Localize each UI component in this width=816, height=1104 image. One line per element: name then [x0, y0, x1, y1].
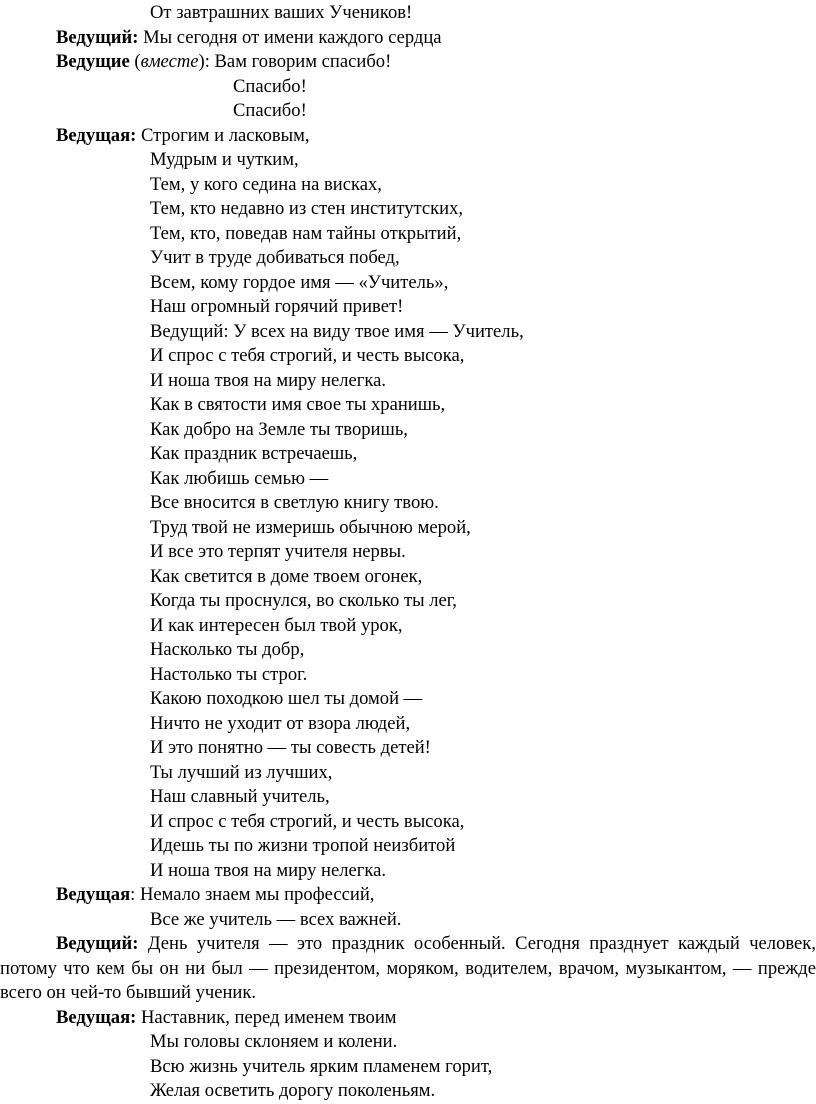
verse-line: Всю жизнь учитель ярким пламенем горит, — [150, 1055, 493, 1077]
speaker-name: Ведущий: — [56, 26, 139, 48]
verse-line: Ты лучший из лучших, — [150, 761, 333, 783]
verse-line: Настолько ты строг. — [150, 663, 308, 685]
speaker-text: Мы сегодня от имени каждого сердца — [138, 26, 442, 48]
speaker-name: Ведущая: — [56, 124, 137, 146]
verse-line: Тем, кто, поведав нам тайны открытий, — [150, 222, 462, 244]
speaker-name: Ведущая: — [56, 1006, 137, 1028]
speaker-line — [0, 124, 816, 149]
speaker-text: : Немало знаем мы профессий, — [130, 884, 375, 905]
verse-line: Все же учитель — всех важней. — [150, 908, 402, 930]
verse-line: Насколько ты добр, — [150, 639, 305, 660]
verse-line: И это понятно — ты совесть детей! — [150, 737, 431, 758]
speaker-line — [0, 26, 816, 51]
verse-line: Когда ты проснулся, во сколько ты лег, — [150, 590, 457, 611]
verse-line: Как в святости имя свое ты хранишь, — [150, 394, 446, 415]
verse-line: Наш огромный горячий привет! — [150, 296, 404, 317]
verse-line: От завтрашних ваших Учеников! — [150, 2, 413, 23]
speaker-name: Ведущие — [56, 51, 130, 72]
verse-line: Всем, кому гордое имя — «Учитель», — [150, 271, 449, 293]
verse-line: Спасибо! — [233, 100, 307, 121]
speaker-line — [0, 1006, 816, 1031]
verse-line: Тем, кто недавно из стен институтских, — [150, 198, 464, 219]
stage-direction: вместе — [140, 51, 199, 72]
verse-line: Ведущий: У всех на виду твое имя — Учитель, — [150, 320, 524, 342]
verse-line: Учит в труде добиваться побед, — [150, 247, 400, 268]
verse-line: Все вносится в светлую книгу твою. — [150, 492, 439, 513]
verse-line: Мы головы склоняем и колени. — [150, 1031, 398, 1052]
verse-line: И как интересен был твой урок, — [150, 614, 403, 636]
verse-line: Желая осветить дорогу поколеньям. — [150, 1080, 436, 1101]
verse-line: Мудрым и чутким, — [150, 149, 299, 170]
speaker-line — [0, 883, 816, 908]
verse-line: И спрос с тебя строгий, и честь высока, — [150, 810, 465, 832]
verse-line: И спрос с тебя строгий, и честь высока, — [150, 345, 465, 366]
prose-paragraph — [0, 932, 816, 1006]
verse-line: И ноша твоя на миру нелегка. — [150, 369, 387, 391]
paragraph-text: День учителя — это праздник особенный. Сегодня празднует каждый человек, потому что кем бы он ни был — президентом, моряком, водителем, врачом, музыкантом, — прежде всего он чей-то бывший ученик. — [0, 933, 816, 1003]
speaker-name: Ведущая — [56, 884, 131, 905]
speaker-line: Ведущие (вместе): Вам говорим спасибо! — [56, 51, 392, 72]
speaker-text: Наставник, перед именем твоим — [136, 1006, 397, 1028]
verse-line: Ничто не уходит от взора людей, — [150, 712, 411, 734]
verse-line: Как праздник встречаешь, — [150, 443, 358, 464]
speaker-text: Строгим и ласковым, — [136, 124, 310, 146]
verse-line: И ноша твоя на миру нелегка. — [150, 859, 387, 881]
verse-line: Идешь ты по жизни тропой неизбитой — [150, 835, 456, 856]
verse-line: Тем, у кого седина на висках, — [150, 173, 382, 195]
verse-line: Труд твой не измеришь обычною мерой, — [150, 516, 471, 538]
verse-line: Как любишь семью — — [150, 467, 329, 489]
verse-line: Наш славный учитель, — [150, 786, 330, 807]
verse-line: И все это терпят учителя нервы. — [150, 541, 406, 562]
speaker-text: : Вам говорим спасибо! — [204, 51, 392, 72]
verse-line: Как добро на Земле ты творишь, — [150, 418, 408, 440]
verse-line: Как светится в доме твоем огонек, — [150, 565, 423, 587]
verse-line: Какою походкою шел ты домой — — [150, 688, 423, 709]
speaker-name: Ведущий: — [56, 933, 139, 954]
verse-line: Спасибо! — [233, 75, 307, 97]
